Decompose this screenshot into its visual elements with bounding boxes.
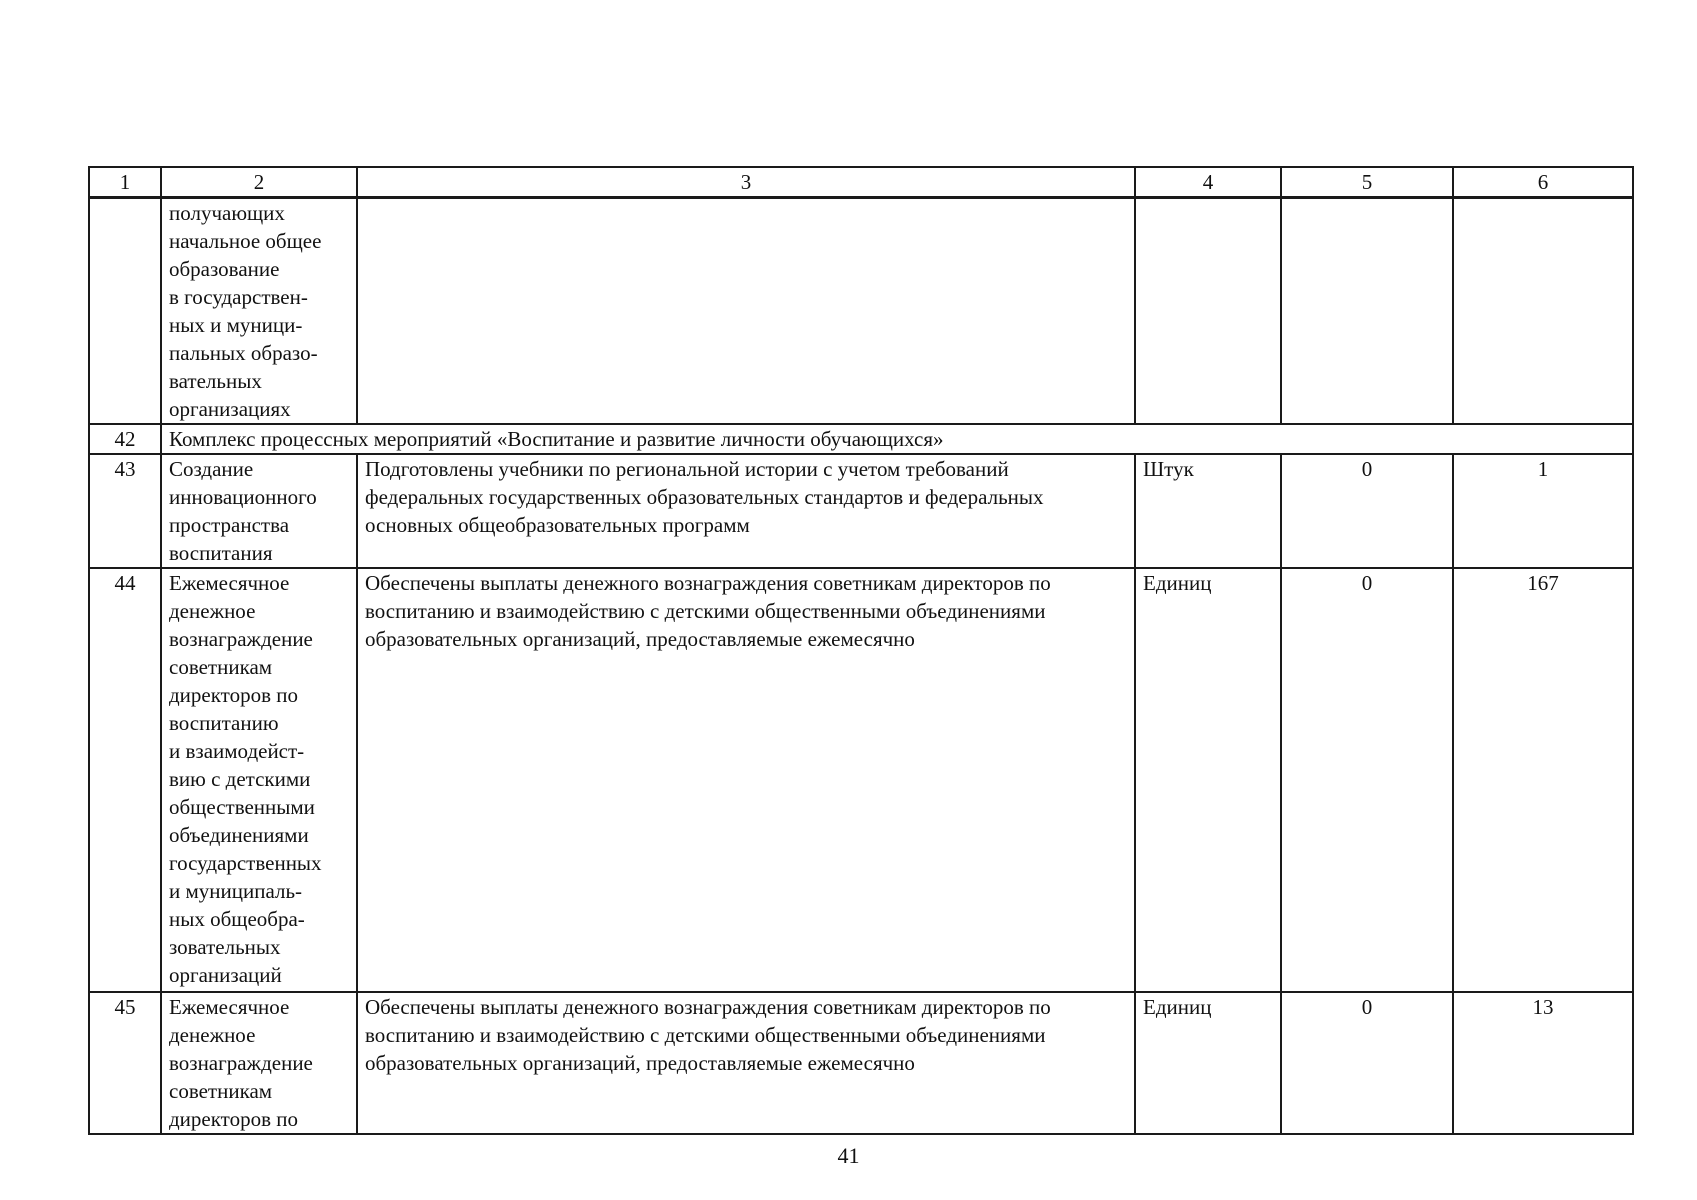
row-base-cell (1281, 198, 1453, 425)
row-unit-cell: Единиц (1135, 992, 1281, 1134)
row-unit-cell: Штук (1135, 454, 1281, 568)
row-result-cell (357, 198, 1135, 425)
row-target-cell: 1 (1453, 454, 1633, 568)
row-number-cell: 42 (89, 424, 161, 454)
row-target-cell (1453, 198, 1633, 425)
row-target-cell: 167 (1453, 568, 1633, 992)
table-row (89, 454, 1633, 568)
row-result-cell: Обеспечены выплаты денежного вознаграждения советникам директоров по воспитанию и взаимодействию с детскими общественными объединениями образовательных организаций, предоставляемые ежемесячно (357, 992, 1135, 1134)
header-cell: 1 (89, 167, 161, 198)
row-unit-cell: Единиц (1135, 568, 1281, 992)
row-name-cell: Ежемесячное денежное вознаграждение советникам директоров по (161, 992, 357, 1134)
report-table (88, 166, 1634, 1135)
page-number: 41 (837, 1143, 860, 1168)
table-header-row (89, 167, 1633, 198)
row-number-cell: 43 (89, 454, 161, 568)
row-base-cell: 0 (1281, 454, 1453, 568)
header-cell: 4 (1135, 167, 1281, 198)
row-name-cell: Создание инновационного пространства воспитания (161, 454, 357, 568)
header-cell: 5 (1281, 167, 1453, 198)
table-row (89, 568, 1633, 992)
report-table-container (88, 166, 1632, 1135)
section-title: Комплекс процессных мероприятий «Воспитание и развитие личности обучающихся» (161, 424, 1633, 454)
row-result-cell: Обеспечены выплаты денежного вознаграждения советникам директоров по воспитанию и взаимодействию с детскими общественными объединениями образовательных организаций, предоставляемые ежемесячно (357, 568, 1135, 992)
table-row (89, 198, 1633, 425)
header-cell: 6 (1453, 167, 1633, 198)
row-number-cell: 45 (89, 992, 161, 1134)
row-base-cell: 0 (1281, 992, 1453, 1134)
row-name-cell: получающих начальное общее образование в государствен- ных и муници- пальных образо- вательных организациях (161, 198, 357, 425)
table-row (89, 992, 1633, 1134)
row-result-cell: Подготовлены учебники по региональной истории с учетом требований федеральных государственных образовательных стандартов и федеральных основных общеобразовательных программ (357, 454, 1135, 568)
row-number-cell: 44 (89, 568, 161, 992)
header-cell: 2 (161, 167, 357, 198)
row-name-cell: Ежемесячное денежное вознаграждение советникам директоров по воспитанию и взаимодейст- вию с детскими общественными объединениями государственных и муниципаль- ных общеобра- зовательных организаций (161, 568, 357, 992)
header-cell: 3 (357, 167, 1135, 198)
row-number-cell (89, 198, 161, 425)
row-target-cell: 13 (1453, 992, 1633, 1134)
section-row (89, 424, 1633, 454)
row-base-cell: 0 (1281, 568, 1453, 992)
row-unit-cell (1135, 198, 1281, 425)
